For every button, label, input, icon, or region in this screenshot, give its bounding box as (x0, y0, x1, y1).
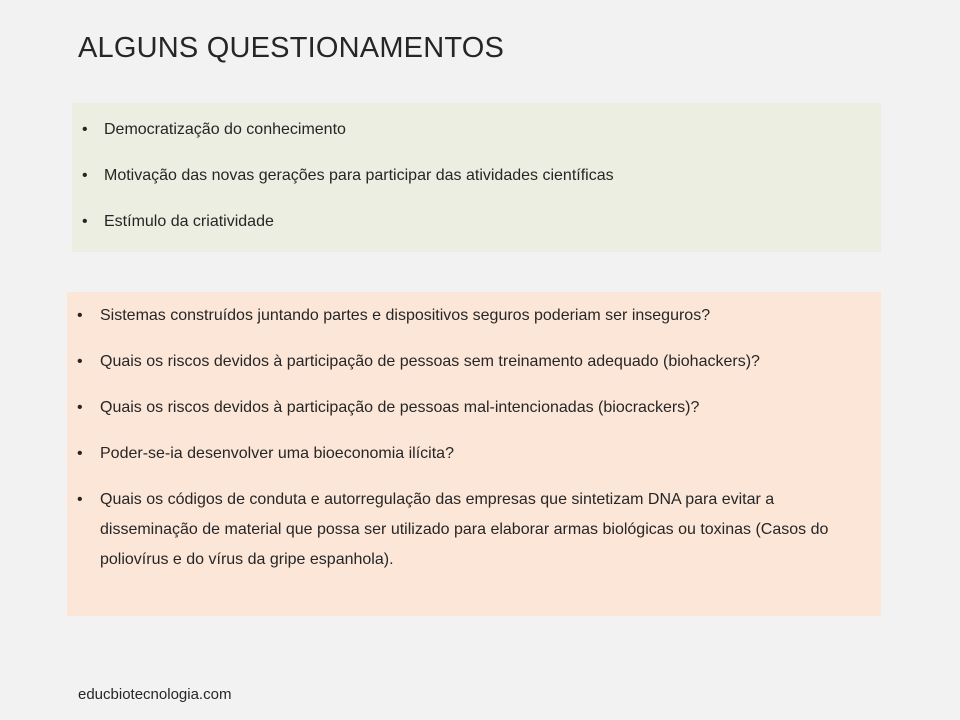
bullet-icon: • (77, 491, 83, 508)
list-item (67, 439, 881, 469)
item-text: Democratização do conhecimento (104, 121, 346, 138)
list-item (67, 347, 881, 377)
item-text: Sistemas construídos juntando partes e dispositivos seguros poderiam ser inseguros? (100, 307, 711, 324)
bullet-icon: • (77, 445, 83, 462)
bullet-icon: • (77, 353, 83, 370)
questions-box (67, 292, 881, 616)
bullet-icon: • (77, 307, 83, 324)
bullet-icon: • (82, 167, 88, 184)
list-item (67, 301, 881, 331)
bullet-icon: • (77, 399, 83, 416)
item-text: Quais os riscos devidos à participação de pessoas mal-intencionadas (biocrackers)? (100, 399, 700, 416)
item-text: Quais os riscos devidos à participação de pessoas sem treinamento adequado (biohackers)? (100, 353, 760, 370)
list-item (72, 115, 881, 145)
benefits-box (72, 103, 881, 252)
bullet-icon: • (82, 121, 88, 138)
slide-title: ALGUNS QUESTIONAMENTOS (78, 32, 505, 64)
list-item (72, 161, 881, 191)
item-text: Quais os códigos de conduta e autorregulação das empresas que sintetizam DNA para evitar a disseminação de material que possa ser utilizado para elaborar armas biológicas ou toxinas (Casos do poliovírus e do vírus da gripe espanhola). (100, 491, 829, 568)
footer-website: educbiotecnologia.com (78, 686, 232, 703)
item-text: Poder-se-ia desenvolver uma bioeconomia ilícita? (100, 445, 454, 462)
list-item (67, 485, 881, 575)
item-text: Estímulo da criatividade (104, 213, 274, 230)
bullet-icon: • (82, 213, 88, 230)
list-item (72, 207, 881, 237)
item-text: Motivação das novas gerações para participar das atividades científicas (104, 167, 614, 184)
list-item (67, 393, 881, 423)
